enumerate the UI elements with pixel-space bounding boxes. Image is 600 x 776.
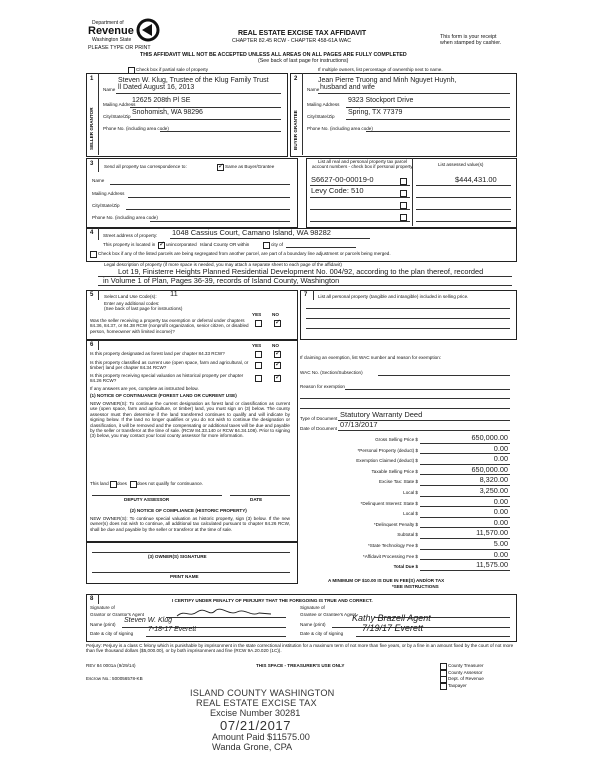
seller-name-label: Name [103,87,116,92]
seller-name-1: Steven W. Klug, Trustee of the Klug Family Trust [118,77,269,84]
forest-q1-yes[interactable] [255,351,262,358]
exemption-yes-checkbox[interactable] [255,320,262,327]
tax-row-label: Gross Selling Price $ [375,437,418,442]
receipt-note-2: when stamped by cashier. [440,40,502,46]
correspondence-box-number: 3 [90,161,94,167]
stamp-clerk: Wanda Grone, CPA [212,742,293,752]
assessed-header: List assessed value(s) [438,162,484,167]
segregated-checkbox[interactable] [90,251,97,258]
segregated-text: Check box if any of the listed parcels are being segregated from another parcel, are part of a boundary line adjustment or parcels being merged. [98,251,391,256]
tax-row-label: *Personal Property (deduct) $ [357,447,418,453]
forest-answer-note: If any answers are yes, complete as instructed below. [90,386,199,391]
grantee-agent-label: Grantee or Grantee's Agent [300,612,357,617]
see-back-note: (See back of last page for instructions) [258,58,349,64]
tax-row-value: 0.00 [493,454,508,464]
buyer-box-number: 2 [294,76,298,82]
legal-desc-2: in Volume 1 of Plan, Pages 36-39, records of Island County, Washington [103,276,340,285]
corr-mailing-label: Mailing Address [92,191,125,196]
tax-row-value: 3,250.00 [479,486,508,495]
forest-q1-no[interactable] [274,351,281,358]
receipt-note-1: This form is your receipt [440,34,497,40]
grantee-date-city: 7/19/17 Everett [362,623,424,633]
grantor-date-label: Date & city of signing [90,631,134,636]
escrow-number: Escrow No.: 500056578-KB [86,676,143,681]
deputy-date-label: DATE [250,497,263,502]
additional-codes-label: Enter any additional codes: [104,301,160,306]
print-name-label: PRINT NAME [170,574,199,579]
stamp-excise-number: Excise Number 30281 [210,708,301,718]
deputy-assessor-label: DEPUTY ASSESSOR [124,497,170,502]
parcel-account-1: S6627-00-00019-0 [311,175,374,184]
doc-date-value: 07/13/2017 [340,420,378,429]
personal-property-checkbox-3[interactable] [400,202,407,209]
exemption-claim-label: If claiming an exemption, list WAC number and reason for exemption: [300,355,442,360]
land-use-code: 11 [170,289,178,298]
seller-mailing-label: Mailing Address [103,102,136,107]
grantor-signature-scribble [175,607,275,619]
notice-continuance-text: NEW OWNER(S): To continue the current designation as forest land or classification as current use (open space, farm and agriculture, or timber) land, you must sign on (3) below. The county assessor must then determine if the land transferred continues to qualify and will indicate by signing below. If the land no longer qualifies or you do not wish to continue the designation or classification, it will be removed and the compensating or additional taxes will be due and payable by the seller or transferor at the time of sale. (RCW 84.33.140 or RCW 84.34.108). Prior to signing (3) below, you may contact your local county assessor for more information. [90,401,290,439]
buyer-city: Spring, TX 77379 [348,109,403,116]
tax-row-label: Excise Tax: State $ [379,479,418,485]
stamp-county: ISLAND COUNTY WASHINGTON [190,688,335,698]
accounts-header-1: List all real and personal property tax parcel [318,159,408,164]
personal-property-checkbox-1[interactable] [400,178,407,185]
land-use-see-back: (See back of last page for instructions) [104,306,183,311]
land-use-no-header: NO [272,312,279,317]
tax-row-value: 0.00 [493,507,508,517]
seller-side-label: SELLER GRANTOR [89,107,94,150]
county-text: Island County OR within [200,242,250,247]
corr-phone-label: Phone No. (including area code) [92,215,158,220]
buyer-phone-label: Phone No. (including area code) [307,126,373,131]
tax-row-value: 0.00 [493,496,508,506]
legal-desc-label: Legal description of property (if more space is needed, you may attach a separate sheet to each page of the affidavit) [104,262,342,267]
copy-label: Taxpayer [448,682,467,688]
tax-row-line [420,570,510,571]
buyer-name-label: Name [307,87,320,92]
parcel-account-2: Levy Code: 510 [311,186,364,195]
tax-row-label: *Delinquent Penalty $ [373,521,418,527]
multiple-owners-note: If multiple owners, list percentage of ownership next to name. [318,67,443,72]
forest-q3-no[interactable] [274,375,281,382]
personal-property-checkbox-2[interactable] [400,190,407,197]
certify-statement: I CERTIFY UNDER PENALTY OF PERJURY THAT THE FOREGOING IS TRUE AND CORRECT. [172,598,373,603]
see-instructions-note: *SEE INSTRUCTIONS [392,584,439,589]
personal-property-label: List all personal property (tangible and intangible) included in selling price. [318,294,469,299]
tax-row-value: 0.00 [493,549,508,559]
seller-box-number: 1 [90,76,94,82]
forest-q3: Is this property receiving special valuation as historical property per chapter 84.26 RCW? [90,373,244,384]
forest-q3-yes[interactable] [255,375,262,382]
grantor-sig-of: Signature of [90,605,115,610]
certify-box-number: 8 [90,596,94,602]
land-use-box-number: 5 [90,292,94,298]
notice-historic-title: (2) NOTICE OF COMPLIANCE (HISTORIC PROPERTY) [130,508,247,513]
tax-row-label: Local $ [403,490,418,495]
form-number: REV 84 0001a (9/29/14) [86,663,136,668]
dept-label: Department of [92,20,124,26]
street-label: Street address of property: [103,233,158,238]
tax-row-value: 5.00 [493,539,508,548]
please-type: PLEASE TYPE OR PRINT [88,45,151,51]
exemption-reason-label: Reason for exemption [300,384,345,389]
tax-row-label: *Delinquent Interest: State $ [360,500,418,506]
doc-type-value: Statutory Warranty Deed [340,410,423,419]
same-as-buyer-checkbox[interactable] [217,164,224,171]
form-chapter: CHAPTER 82.45 RCW - CHAPTER 458-61A WAC [232,38,352,44]
does-not-qualify-checkbox[interactable] [130,481,137,488]
tax-row-value: 8,320.00 [479,475,508,485]
grantee-name-label: Name (print) [300,622,326,627]
does-qualify-checkbox[interactable] [110,481,117,488]
copy-checkbox[interactable] [440,683,447,690]
tax-row-value: 0.00 [493,443,508,453]
grantor-name: Steven W. Klug [124,617,172,624]
tax-row-label: Total Due $ [393,564,418,570]
copy-label: Dept. of Revenue [448,676,484,681]
buyer-city-label: City/State/Zip [307,114,335,119]
land-use-yes-header: YES [252,312,262,317]
does-label: does [117,481,127,486]
seller-city-label: City/State/Zip [103,114,131,119]
unincorporated-checkbox[interactable] [158,242,165,249]
tax-row-value: 0.00 [493,517,508,527]
exemption-question: Was the seller receiving a property tax exemption or deferral under chapters 84.36, 84.37, or 84.38 RCW (nonprofit organization, senior citizen, or disabled person, homeowner with limited income)? [90,318,249,334]
tax-row-value: 650,000.00 [471,433,508,442]
owner-signature-label: (3) OWNER(S) SIGNATURE [148,554,207,559]
notice-continuance-title: (1) NOTICE OF CONTINUANCE (FOREST LAND OR CURRENT USE) [90,393,237,398]
dept-name: Revenue [88,25,134,37]
minimum-due-note: A MINIMUM OF $10.00 IS DUE IN FEE(S) AND/OR TAX [328,578,445,583]
personal-property-box-number: 7 [304,292,308,298]
grantor-signature [175,606,275,624]
seller-phone-label: Phone No. (including area code) [103,126,169,131]
correspondence-label: Send all property tax correspondence to: [104,164,187,169]
city-of-label: city of [271,242,283,247]
buyer-name-2: husband and wife [320,84,375,91]
tax-row-label: *Affidavit Processing Fee $ [362,553,418,559]
legal-desc-1: Lot 19, Finisterre Heights Planned Residential Development No. 004/92, according to the plan thereof, recorded [118,267,484,276]
forest-q2-no[interactable] [274,362,281,369]
land-use-label: Select Land Use Code(s): [104,294,157,299]
tax-row-label: *State Technology Fee $ [368,543,418,548]
buyer-mailing-label: Mailing Address [307,102,340,107]
grantee-date-label: Date & city of signing [300,631,344,636]
corr-name-label: Name [92,178,105,183]
form-title: REAL ESTATE EXCISE TAX AFFIDAVIT [238,30,367,37]
stamp-amount-paid: Amount Paid $11575.00 [212,732,310,742]
grantor-date-city: 7-18-17 Everett [148,626,197,633]
warning-text: THIS AFFIDAVIT WILL NOT BE ACCEPTED UNLESS ALL AREAS ON ALL PAGES ARE FULLY COMPLETED [140,52,407,58]
stamp-date: 07/21/2017 [220,718,292,733]
tax-row-label: Subtotal $ [397,532,418,538]
forest-no-header: NO [272,343,279,348]
buyer-name-1: Jean Pierre Truong and Minh Nguyet Huynh, [318,77,457,84]
location-box-number: 4 [90,230,94,236]
corr-city-label: City/State/Zip [92,203,120,208]
tax-row-value: 11,570.00 [476,528,508,538]
doc-date-label: Date of Document [300,426,338,431]
seller-city: Snohomish, WA 98296 [132,109,203,116]
perjury-text: Perjury: Perjury is a class C felony which is punishable by imprisonment in the state correctional institution for a maximum term of not more than five years, or by a fine in an amount fixed by the court of not more than five thousand dollars ($5,000.00), or by both imprisonment and fine (RCW 9A.20.020 (1C)). [86,643,514,654]
accounts-header-2: account numbers - check box if personal property [312,164,413,169]
personal-property-checkbox-4[interactable] [400,214,407,221]
located-in-text: This property is located in [103,242,156,247]
notice-historic-text: NEW OWNER(S): To continue special valuation as historic property, sign (3) below. If the new owner(s) does not wish to continue, all additional tax calculated pursuant to chapter 84.26 RCW, shall be due and payable by the seller or transferor at the time of sale. [90,516,290,532]
buyer-mailing: 9323 Stockport Drive [348,97,414,104]
tax-row-label: Taxable Selling Price $ [371,468,418,474]
forest-q1: Is this property designated as forest land per chapter 84.33 RCW? [90,351,225,356]
forest-yes-header: YES [252,343,262,348]
forest-box-number: 6 [90,342,94,348]
tax-row-value: 11,575.00 [476,560,508,570]
does-not-label: does not qualify for continuance. [137,481,204,486]
city-of-checkbox[interactable] [263,242,270,249]
grantor-agent-label: Grantor or Grantor's Agent [90,612,144,617]
copy-label: County Assessor [448,669,483,675]
seller-mailing: 12625 208th Pl SE [132,97,191,104]
tax-row-label: Exemption Claimed (deduct) $ [356,458,418,464]
unincorporated-label: unincorporated [166,242,197,247]
doc-type-label: Type of Document [300,416,338,421]
stamp-tax: REAL ESTATE EXCISE TAX [196,698,317,708]
assessed-value: $444,431.00 [455,175,497,184]
exemption-no-checkbox[interactable] [274,320,281,327]
wac-number-label: WAC No. (Section/Subsection) [300,370,363,375]
tax-row-value: 650,000.00 [471,464,508,474]
forest-q2: Is this property classified as current use (open space, farm and agricultural, or timber) land per chapter 84.34 RCW? [90,360,249,371]
grantee-sig-of: Signature of [300,605,325,610]
same-as-buyer-label: Same as Buyer/Grantee [225,164,275,169]
tax-row-label: Local $ [403,511,418,517]
copy-label: County Treasurer [448,663,484,668]
state-label: Washington State [92,37,132,43]
seller-name-2: ll Dated August 16, 2013 [118,84,195,91]
grantor-name-label: Name (print) [90,622,116,627]
treasurer-use-label: THIS SPACE - TREASURER'S USE ONLY [256,663,345,668]
street-address: 1048 Cassius Court, Camano Island, WA 98282 [172,228,331,237]
land-qualify-text: This land [90,481,109,486]
forest-q2-yes[interactable] [255,362,262,369]
buyer-side-label: BUYER GRANTEE [293,110,298,150]
partial-sale-label: Check box if partial sale of property [136,67,209,72]
grantee-name: Kathy Brazell Agent [352,613,431,623]
